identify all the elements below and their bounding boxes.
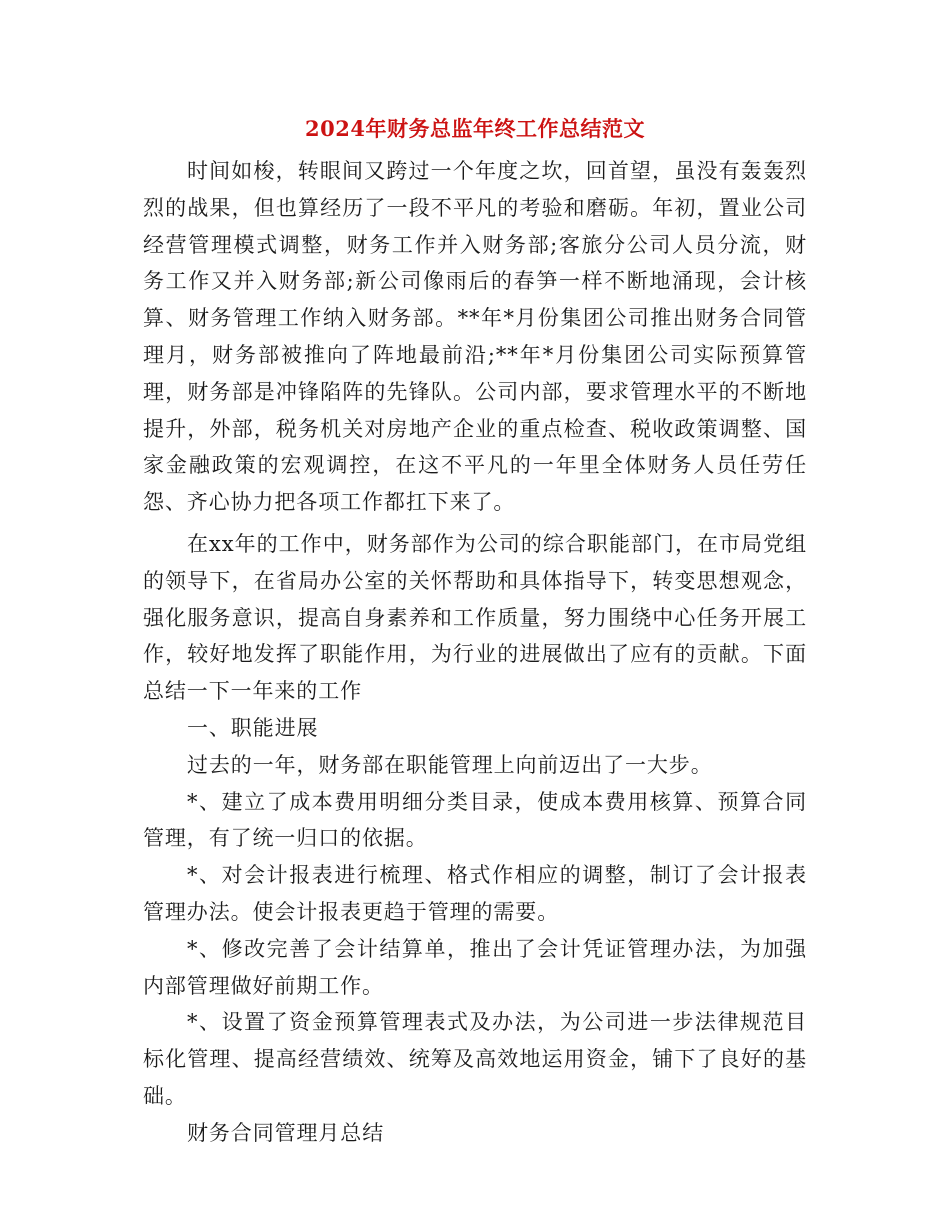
paragraph-intro: 时间如梭，转眼间又跨过一个年度之坎，回首望，虽没有轰轰烈烈的战果，但也算经历了一段不平凡的考验和磨砺。年初，置业公司经营管理模式调整，财务工作并入财务部;客旅分公司人员分流，财务工作又并入财务部;新公司像雨后的春笋一样不断地涌现，会计核算、财务管理工作纳入财务部。**年*月份集团公司推出财务合同管理月，财务部被推向了阵地最前沿;**年*月份集团公司实际预算管理，财务部是冲锋陷阵的先锋队。公司内部，要求管理水平的不断地提升，外部，税务机关对房地产企业的重点检查、税收政策调整、国家金融政策的宏观调控，在这不平凡的一年里全体财务人员任劳任怨、齐心协力把各项工作都扛下来了。 (143, 159, 807, 515)
paragraph-progress-overview: 过去的一年，财务部在职能管理上向前迈出了一大步。 (187, 752, 713, 777)
paragraph-work-summary: 在xx年的工作中，财务部作为公司的综合职能部门，在市局党组的领导下，在省局办公室的关怀帮助和具体指导下，转变思想观念，强化服务意识，提高自身素养和工作质量，努力围绕中心任务开展工作，较好地发挥了职能作用，为行业的进展做出了应有的贡献。下面总结一下一年来的工作 (143, 531, 807, 704)
list-item-fund-budget: *、设置了资金预算管理表式及办法，为公司进一步法律规范目标化管理、提高经营绩效、统筹及高效地运用资金，铺下了良好的基础。 (143, 1010, 807, 1108)
document-title: 2024年财务总监年终工作总结范文 (305, 116, 645, 141)
list-item-report-management: *、对会计报表进行梳理、格式作相应的调整，制订了会计报表管理办法。使会计报表更趋于管理的需要。 (143, 863, 807, 924)
section-heading-function-progress: 一、职能进展 (187, 715, 319, 740)
list-item-voucher-management: *、修改完善了会计结算单，推出了会计凭证管理办法，为加强内部管理做好前期工作。 (143, 936, 807, 998)
list-item-cost-catalog: *、建立了成本费用明细分类目录，使成本费用核算、预算合同管理，有了统一归口的依据。 (143, 789, 807, 851)
paragraph-contract-month-summary: 财务合同管理月总结 (187, 1120, 385, 1145)
document-body (143, 153, 807, 1152)
